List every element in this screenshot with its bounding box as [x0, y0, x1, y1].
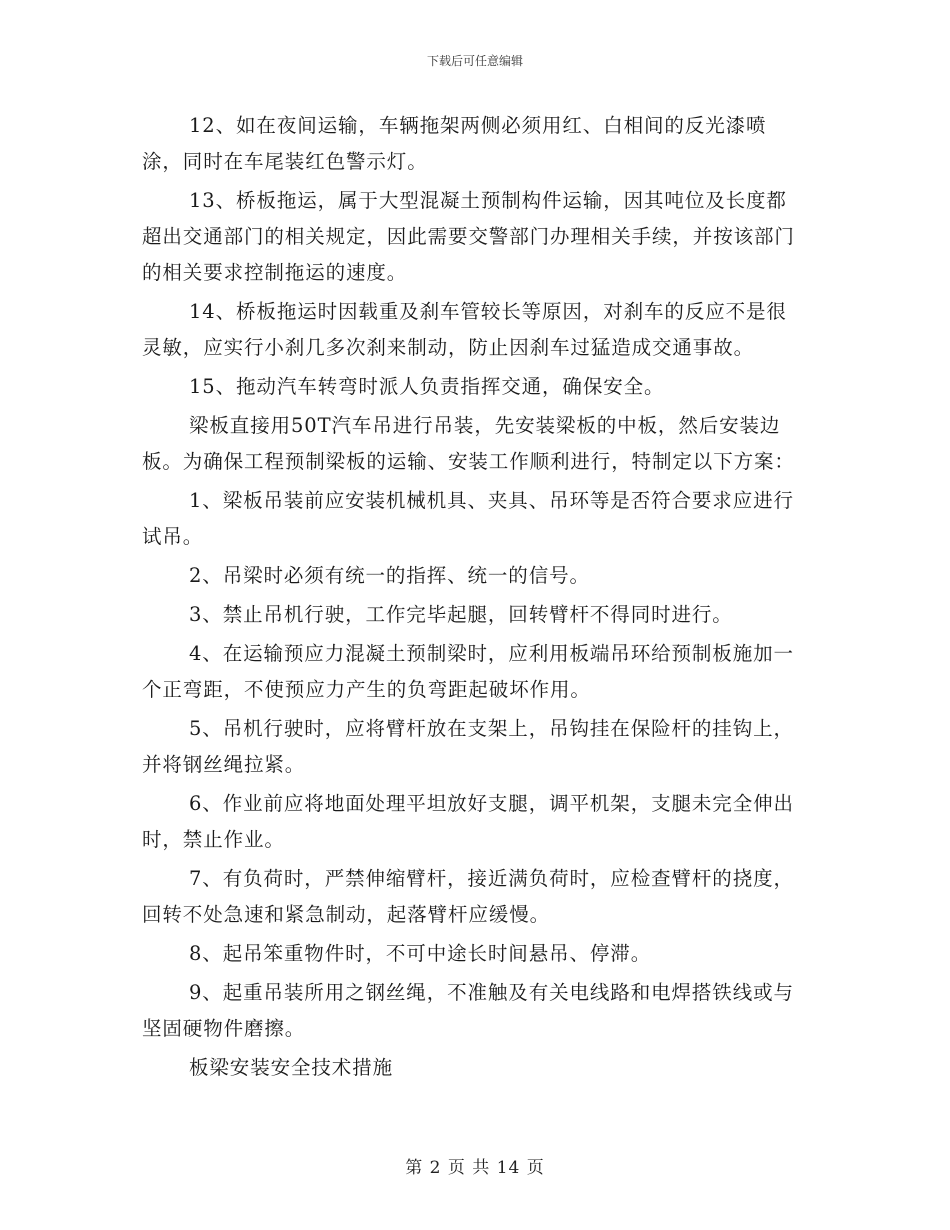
paragraph-2: 2、吊梁时必须有统一的指挥、统一的信号。	[189, 564, 590, 587]
page-header: 下载后可任意编辑	[426, 54, 523, 68]
paragraph-15: 15、拖动汽车转弯时派人负责指挥交通，确保安全。	[189, 375, 665, 398]
document-body	[142, 108, 802, 1089]
paragraph-1: 1、梁板吊装前应安装机械机具、夹具、吊环等是否符合要求应进行试吊。	[142, 489, 794, 548]
paragraph-4: 4、在运输预应力混凝土预制梁时，应利用板端吊环给预制板施加一个正弯距，不使预应力产生的负弯距起破坏作用。	[142, 642, 794, 701]
paragraph-12: 12、如在夜间运输，车辆拖架两侧必须用红、白相间的反光漆喷涂，同时在车尾装红色警示灯。	[142, 114, 767, 173]
paragraph-6: 6、作业前应将地面处理平坦放好支腿，调平机架，支腿未完全伸出时，禁止作业。	[142, 792, 794, 851]
paragraph-intro: 梁板直接用50T汽车吊进行吊装，先安装梁板的中板，然后安装边板。为确保工程预制梁板的运输、安装工作顺利进行，特制定以下方案：	[142, 414, 795, 473]
page-footer: 第 2 页 共 14 页	[405, 1158, 545, 1178]
section-heading: 板梁安装安全技术措施	[189, 1056, 394, 1079]
paragraph-5: 5、吊机行驶时，应将臂杆放在支架上，吊钩挂在保险杆的挂钩上，并将钢丝绳拉紧。	[142, 717, 794, 776]
paragraph-13: 13、桥板拖运，属于大型混凝土预制构件运输，因其吨位及长度都超出交通部门的相关规定，因此需要交警部门办理相关手续，并按该部门的相关要求控制拖运的速度。	[142, 189, 795, 284]
paragraph-14: 14、桥板拖运时因载重及刹车管较长等原因，对刹车的反应不是很灵敏，应实行小刹几多次刹来制动，防止因刹车过猛造成交通事故。	[142, 300, 787, 359]
paragraph-8: 8、起吊笨重物件时，不可中途长时间悬吊、停滞。	[189, 942, 652, 965]
paragraph-7: 7、有负荷时，严禁伸缩臂杆，接近满负荷时，应检查臂杆的挠度，回转不处急速和紧急制动，起落臂杆应缓慢。	[142, 867, 794, 926]
paragraph-3: 3、禁止吊机行驶，工作完毕起腿，回转臂杆不得同时进行。	[189, 603, 733, 626]
paragraph-9: 9、起重吊装所用之钢丝绳，不准触及有关电线路和电焊搭铁线或与坚固硬物件磨擦。	[142, 981, 794, 1040]
